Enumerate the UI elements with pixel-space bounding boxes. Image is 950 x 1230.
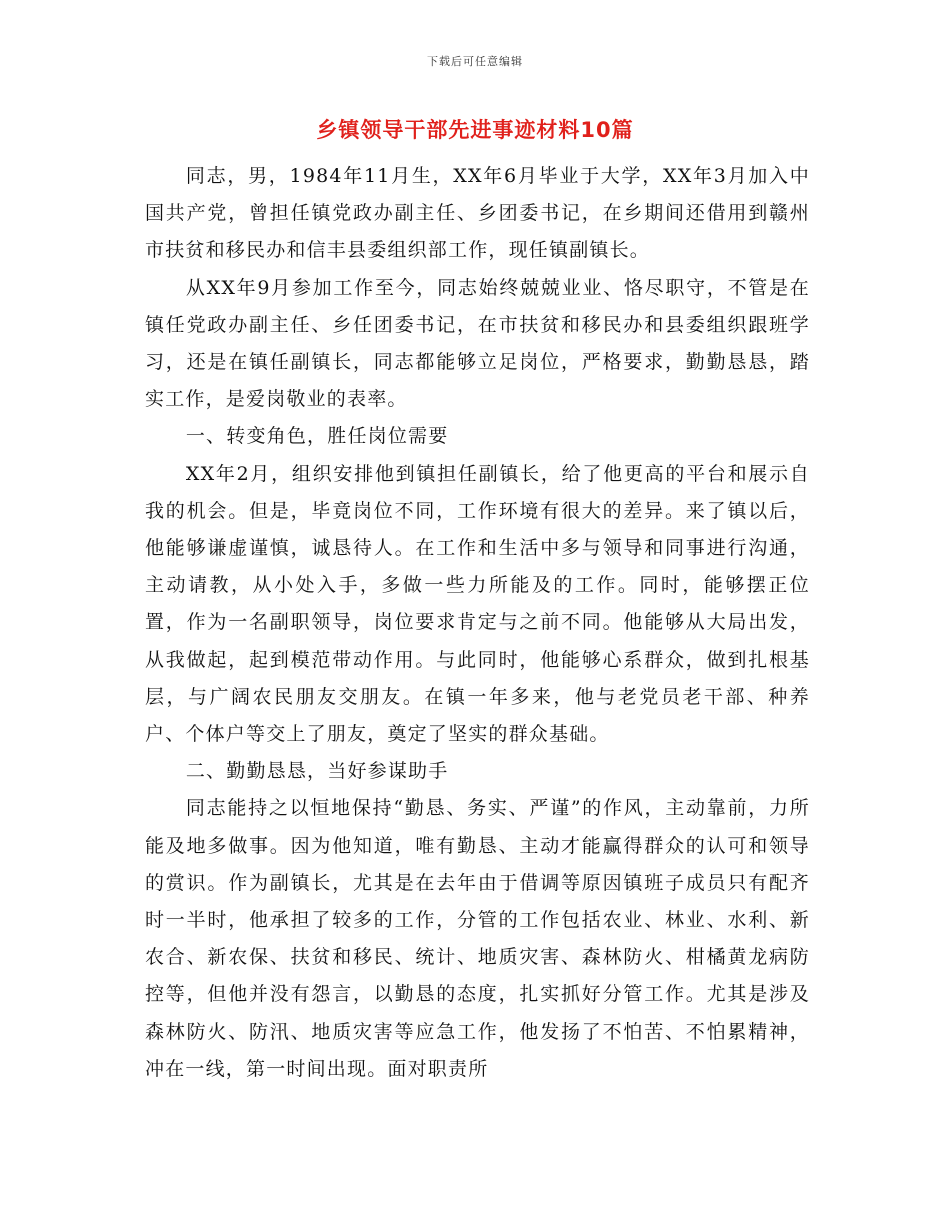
header-note: 下载后可任意编辑 — [427, 55, 523, 68]
paragraph: 从XX年9月参加工作至今，同志始终兢兢业业、恪尽职守，不管是在镇任党政办副主任、乡任团委书记，在市扶贫和移民办和县委组织跟班学习，还是在镇任副镇长，同志都能够立足岗位，严格要求，勤勤恳恳，踏实工作，是爱岗敬业的表率。 — [145, 276, 810, 411]
section-heading: 二、勤勤恳恳，当好参谋助手 — [185, 760, 449, 783]
paragraph: XX年2月，组织安排他到镇担任副镇长，给了他更高的平台和展示自我的机会。但是，毕竟岗位不同，工作环境有很大的差异。来了镇以后，他能够谦虚谨慎，诚恳待人。在工作和生活中多与领导和同事进行沟通，主动请教，从小处入手，多做一些力所能及的工作。同时，能够摆正位置，作为一名副职领导，岗位要求肯定与之前不同。他能够从大局出发，从我做起，起到模范带动作用。与此同时，他能够心系群众，做到扎根基层，与广阔农民朋友交朋友。在镇一年多来，他与老党员老干部、种养户、个体户等交上了朋友，奠定了坚实的群众基础。 — [145, 462, 810, 746]
document-body — [145, 158, 810, 1088]
paragraph: 同志能持之以恒地保持“勤恳、务实、严谨”的作风，主动靠前，力所能及地多做事。因为他知道，唯有勤恳、主动才能赢得群众的认可和领导的赏识。作为副镇长，尤其是在去年由于借调等原因镇班子成员只有配齐时一半时，他承担了较多的工作，分管的工作包括农业、林业、水利、新农合、新农保、扶贫和移民、统计、地质灾害、森林防火、柑橘黄龙病防控等，但他并没有怨言，以勤恳的态度，扎实抓好分管工作。尤其是涉及森林防火、防汛、地质灾害等应急工作，他发扬了不怕苦、不怕累精神，冲在一线，第一时间出现。面对职责所 — [145, 797, 810, 1080]
section-heading: 一、转变角色，胜任岗位需要 — [185, 425, 449, 448]
document-title: 乡镇领导干部先进事迹材料10篇 — [316, 118, 634, 142]
paragraph: 同志，男，1984年11月生，XX年6月毕业于大学，XX年3月加入中国共产党，曾担任镇党政办副主任、乡团委书记，在乡期间还借用到赣州市扶贫和移民办和信丰县委组织部工作，现任镇副镇长。 — [145, 165, 810, 262]
